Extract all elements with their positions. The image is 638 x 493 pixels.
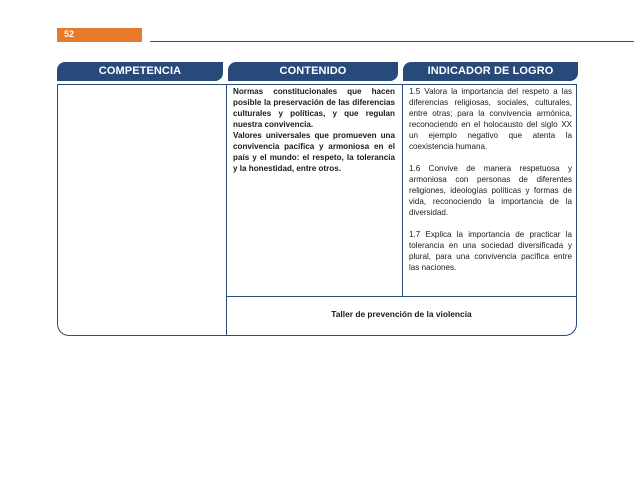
indicador-cell: [409, 86, 572, 284]
header-contenido: CONTENIDO: [228, 62, 398, 81]
contenido-cell: [233, 86, 395, 174]
contenido-paragraph: Normas constitucionales que hacen posible la preservación de las diferencias culturales y políticas, y que regulan nuestra convivencia.: [233, 87, 395, 129]
header-competencia: COMPETENCIA: [57, 62, 223, 81]
indicador-paragraph: 1.5 Valora la importancia del respeto a las diferencias religiosas, sociales, culturales, entre otras; para la convivencia armónica, reconociendo en el holocausto del siglo XX un ejemplo negativo que atenta la coexistencia humana.: [409, 87, 572, 151]
footer-title: Taller de prevención de la violencia: [331, 309, 472, 319]
header-indicador: INDICADOR DE LOGRO: [403, 62, 578, 81]
contenido-paragraph: Valores universales que promueven una convivencia pacífica y armoniosa en el país y el mundo: el respeto, la tolerancia y la honestidad, entre otros.: [233, 131, 395, 173]
row-divider: [226, 296, 577, 297]
page-number: 52: [64, 29, 75, 39]
page-number-badge: [57, 28, 142, 42]
indicador-paragraph: 1.7 Explica la importancia de practicar la tolerancia en una sociedad diversificada y plural, para una convivencia pacífica entre las naciones.: [409, 230, 572, 272]
header-rule: [150, 41, 634, 42]
column-divider: [402, 84, 403, 296]
column-divider: [226, 84, 227, 336]
indicador-paragraph: 1.6 Convive de manera respetuosa y armoniosa con personas de diferentes religiones, ideologías políticas y formas de vida, reconociendo la importancia de la diversidad.: [409, 164, 572, 217]
